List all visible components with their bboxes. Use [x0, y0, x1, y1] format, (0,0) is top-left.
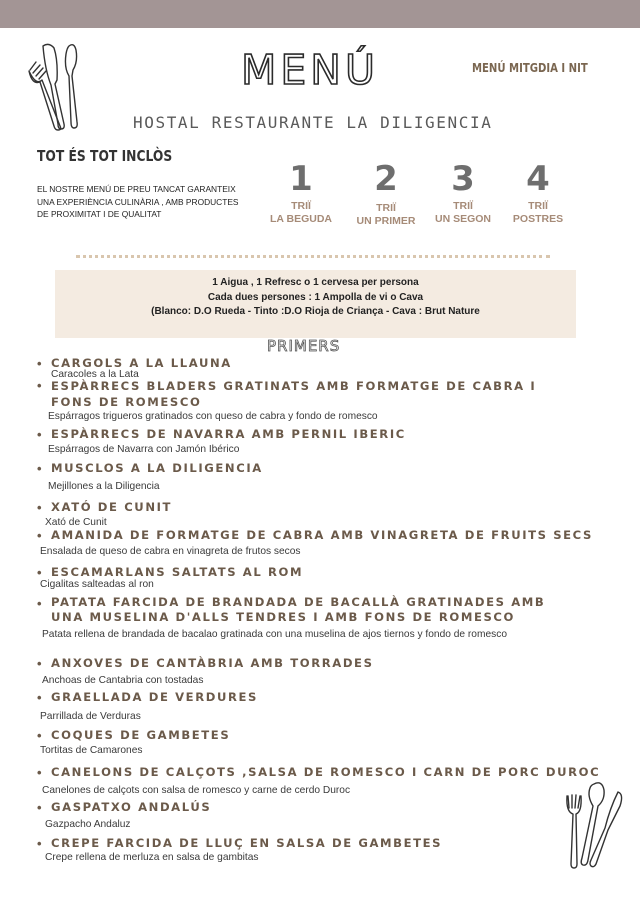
cutlery-icon — [560, 778, 626, 872]
dish-name: CARGOLS A LA LLAUNA — [51, 356, 232, 370]
dish-name: ESCAMARLANS SALTATS AL ROM — [51, 565, 304, 579]
dish-description: Cigalitas salteadas al ron — [40, 579, 154, 590]
bullet: • — [37, 356, 42, 371]
dish-description: Mejillones a la Diligencia — [48, 481, 160, 492]
dish-name: GASPATXO ANDALÚS — [51, 800, 212, 814]
dish-name: CANELONS DE CALÇOTS ,SALSA DE ROMESCO I CARN DE PORC DUROC — [51, 765, 601, 779]
dish-description: Espárragos trigueros gratinados con queso de cabra y fondo de romesco — [48, 411, 378, 422]
dish-name: PATATA FARCIDA DE BRANDADA DE BACALLÀ GRATINADES AMB UNA MUSELINA D'ALLS TENDRES I AMB FONS DE ROMESCO — [51, 595, 546, 624]
cutlery-icon — [26, 40, 88, 136]
dish-name: CREPE FARCIDA DE LLUÇ EN SALSA DE GAMBETES — [51, 836, 443, 850]
step-label: UN SEGON — [434, 213, 491, 225]
dish-name: GRAELLADA DE VERDURES — [51, 690, 258, 704]
step-number: 2 — [374, 159, 398, 199]
included-description: EL NOSTRE MENÚ DE PREU TANCAT GARANTEIX UNA EXPERIÈNCIA CULINÀRIA , AMB PRODUCTES DE PROXIMITAT I DE QUALITAT — [37, 184, 239, 219]
included-heading: TOT ÉS TOT INCLÒS — [37, 147, 173, 165]
bullet: • — [37, 528, 42, 543]
bullet: • — [37, 656, 42, 671]
menu-title: MENÚ — [241, 46, 379, 94]
drinks-line: Cada dues persones : 1 Ampolla de vi o Cava — [207, 291, 424, 303]
step-number: 1 — [289, 159, 313, 199]
bullet: • — [37, 596, 42, 611]
bullet: • — [37, 800, 42, 815]
step-1 — [261, 158, 341, 226]
bullet: • — [37, 378, 42, 393]
bullet: • — [37, 728, 42, 743]
bullet: • — [37, 565, 42, 580]
top-bar — [0, 0, 640, 28]
drinks-line: (Blanco: D.O Rueda - Tinto :D.O Rioja de Criança - Cava : Brut Nature — [151, 306, 480, 317]
bullet: • — [37, 765, 42, 780]
step-label: LA BEGUDA — [269, 213, 333, 225]
dish-name: COQUES DE GAMBETES — [51, 728, 231, 742]
dish-name: XATÓ DE CUNIT — [51, 500, 173, 514]
dish-description: Gazpacho Andaluz — [45, 819, 131, 830]
drinks-box — [55, 270, 576, 338]
dish-name: ESPÀRRECS BLADERS GRATINATS AMB FORMATGE DE CABRA I FONS DE ROMESCO — [51, 379, 537, 409]
step-2 — [346, 158, 426, 228]
dish-description: Caracoles a la Lata — [51, 369, 139, 380]
dish-description: Espárragos de Navarra con Jamón Ibérico — [48, 444, 240, 455]
dish-name: ESPÀRRECS DE NAVARRA AMB PERNIL IBERIC — [51, 427, 406, 441]
dish-description: Ensalada de queso de cabra en vinagreta de frutos secos — [40, 546, 301, 557]
drinks-line: 1 Aigua , 1 Refresc o 1 cervesa per persona — [212, 277, 419, 288]
bullet: • — [37, 500, 42, 515]
step-label: TRIÏ — [528, 200, 548, 212]
bullet: • — [37, 461, 42, 476]
dish-description: Anchoas de Cantabria con tostadas — [42, 675, 204, 686]
bullet: • — [37, 690, 42, 705]
step-label: POSTRES — [512, 213, 564, 225]
dish-description: Patata rellena de brandada de bacalao gratinada con una muselina de ajos tiernos y fondo de romesco — [42, 629, 507, 640]
dish-description: Xató de Cunit — [45, 517, 107, 528]
step-label: TRIÏ — [376, 202, 396, 214]
dish-description: Tortitas de Camarones — [40, 745, 143, 756]
dish-name: ANXOVES DE CANTÀBRIA AMB TORRADES — [51, 656, 374, 670]
step-label: UN PRIMER — [356, 215, 416, 227]
step-label: TRIÏ — [453, 200, 473, 212]
step-label: TRIÏ — [291, 200, 311, 212]
section-title: PRIMERS — [267, 337, 341, 355]
dish-description: Crepe rellena de merluza en salsa de gambitas — [45, 852, 259, 863]
dish-name: MUSCLOS A LA DILIGENCIA — [51, 461, 263, 475]
dotted-divider — [76, 255, 550, 258]
step-3 — [423, 158, 503, 226]
bullet: • — [37, 427, 42, 442]
bullet: • — [37, 836, 42, 851]
menu-subtitle: MENÚ MITGDIA I NIT — [472, 61, 588, 75]
step-number: 4 — [526, 159, 550, 199]
dish-description: Parrillada de Verduras — [40, 711, 141, 722]
step-4 — [498, 158, 578, 226]
dish-name: AMANIDA DE FORMATGE DE CABRA AMB VINAGRETA DE FRUITS SECS — [51, 528, 593, 542]
restaurant-name: HOSTAL RESTAURANTE LA DILIGENCIA — [133, 113, 493, 132]
dish-description: Canelones de calçots con salsa de romesco y carne de cerdo Duroc — [42, 785, 351, 796]
step-number: 3 — [451, 159, 475, 199]
